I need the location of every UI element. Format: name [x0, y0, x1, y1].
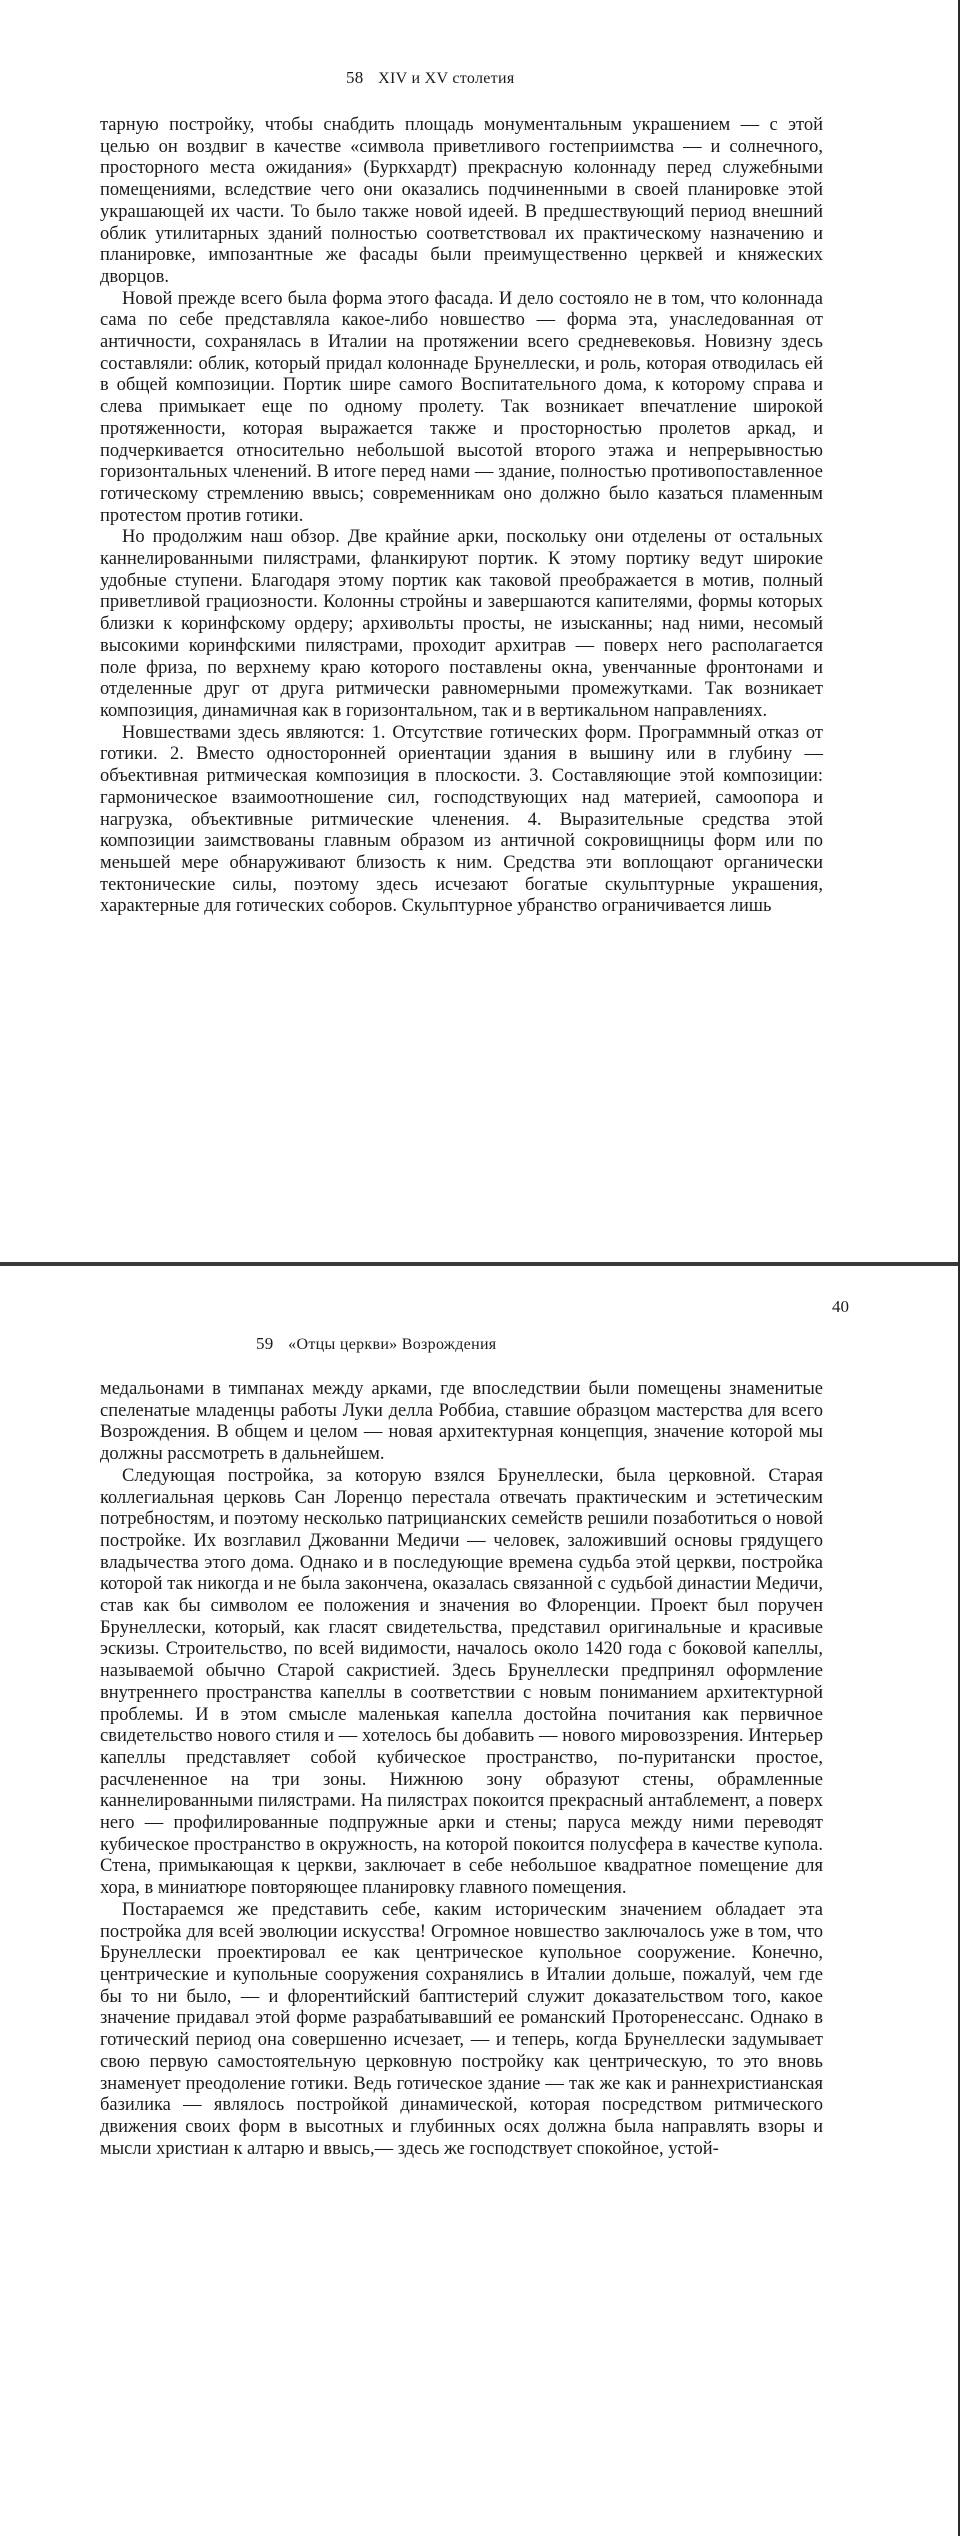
running-head: [256, 1334, 496, 1354]
paragraph: Новой прежде всего была форма этого фасада. И дело состояло не в том, что колоннада сама по себе представляла какое-либо новшество — форма эта, унаследованная от античности, сохранялась в Италии на протяжении всего средневековья. Новизну здесь составляли: облик, который придал колоннаде Брунеллески, и роль, которая отводилась ей в общей композиции. Портик шире самого Воспитательного дома, к которому справа и слева примыкает еще по одному пролету. Так возникает впечатление широкой протяженности, которая выражается также и просторностью пролетов аркад, и подчеркивается относительно небольшой высотой второго этажа и непрерывностью горизонтальных членений. В итоге перед нами — здание, полностью противопоставленное готическому стремлению ввысь; современникам оно должно было казаться пламенным протестом против готики.: [100, 288, 823, 526]
marginal-number: 40: [832, 1297, 849, 1316]
paragraph: тарную постройку, чтобы снабдить площадь монументальным украшением — с этой целью он воздвиг в качестве «символа приветливого гостеприимства — и солнечного, просторного места ожидания» (Буркхардт) прекрасную колоннаду перед служебными помещениями, вследствие чего они оказались подчиненными в своей планировке этой украшающей их части. То было также новой идеей. В предшествующий период внешний облик утилитарных зданий полностью соответствовал их практическому назначению и планировке, импозантные же фасады были преимущественно церквей и княжеских дворцов.: [100, 115, 823, 287]
body-text: [100, 1379, 823, 2160]
running-title: «Отцы церкви» Возрождения: [288, 1336, 497, 1353]
running-head: [346, 68, 514, 88]
paragraph: Постараемся же представить себе, каким историческим значением обладает эта постройка для всей эволюции искусства! Огромное новшество заключалось уже в том, что Брунеллески проектировал ее как центрическое купольное сооружение. Конечно, центрические и купольные сооружения сохранялись в Италии дольше, пожалуй, чем где бы то ни было, — и флорентийский баптистерий служит доказательством того, какое значение придавал этой форме разрабатывавший ее романский Проторенессанс. Однако в готический период она совершенно исчезает, — и теперь, когда Брунеллески задумывает свою первую самостоятельную церковную постройку как центрическую, то это вновь знаменует преодоление готики. Ведь готическое здание — так же как и раннехристианская базилика — являлось постройкой динамической, которая посредством ритмического движения своих форм в высотных и глубинных осях должна была направлять взоры и мысли христиан к алтарю и ввысь,— здесь же господствует спокойное, устой-: [100, 1899, 823, 2159]
running-title: XIV и XV столетия: [378, 70, 515, 87]
page-59: [0, 1266, 960, 2536]
page-58: [0, 0, 960, 1262]
page-number: 58: [346, 68, 364, 87]
paragraph: Но продолжим наш обзор. Две крайние арки, поскольку они отделены от остальных каннелированными пилястрами, фланкируют портик. К этому портику ведут широкие удобные ступени. Благодаря этому портик как таковой преображается в мотив, полный приветливой грациозности. Колонны стройны и завершаются капителями, формы которых близки к коринфскому ордеру; архивольты просты, не изысканны; над ними, несомый высокими коринфскими пилястрами, проходит архитрав — поверх него располагается поле фриза, по верхнему краю которого поставлены окна, увенчанные фронтонами и отделенные друг от друга ритмически равномерными промежутками. Так возникает композиция, динамичная как в горизонтальном, так и в вертикальном направлениях.: [100, 527, 823, 721]
page-number: 59: [256, 1334, 274, 1353]
paragraph: медальонами в тимпанах между арками, где впоследствии были помещены знаменитые спеленатые младенцы работы Луки делла Роббиа, ставшие образцом мастерства для всего Возрождения. В общем и целом — новая архитектурная концепция, значение которой мы должны рассмотреть в дальнейшем.: [100, 1379, 823, 1465]
body-text: [100, 115, 823, 918]
paragraph: Следующая постройка, за которую взялся Брунеллески, была церковной. Старая коллегиальная церковь Сан Лоренцо перестала отвечать практическим и эстетическим потребностям, и поэтому несколько патрицианских семейств решили позаботиться о новой постройке. Их возглавил Джованни Медичи — человек, заложивший основы грядущего владычества этого дома. Однако и в последующие времена судьба этой церкви, постройка которой так никогда и не была закончена, оказалась связанной с судьбой династии Медичи, став как бы символом ее положения и значения во Флоренции. Проект был поручен Брунеллески, который, как гласят свидетельства, представил оригинальные и красивые эскизы. Строительство, по всей видимости, началось около 1420 года с боковой капеллы, называемой обычно Старой сакристией. Здесь Брунеллески предпринял оформление внутреннего пространства капеллы в соответствии с новым пониманием архитектурной проблемы. И в этом смысле маленькая капелла достойна почитания как первичное свидетельство нового стиля и — хотелось бы добавить — нового мировоззрения. Интерьер капеллы представляет собой кубическое пространство, по-пуритански простое, расчлененное на три зоны. Нижнюю зону образуют стены, обрамленные каннелированными пилястрами. На пилястрах покоится прекрасный антаблемент, а поверх него — профилированные подпружные арки и стены; паруса между ними переводят кубическое пространство в окружность, на которой покоится полусфера в качестве купола. Стена, примыкающая к церкви, заключает в себе небольшое квадратное помещение для хора, в миниатюре повторяющее планировку главного помещения.: [100, 1465, 823, 1899]
paragraph: Новшествами здесь являются: 1. Отсутствие готических форм. Программный отказ от готики. 2. Вместо односторонней ориентации здания в вышину или в глубину — объективная ритмическая композиция в плоскости. 3. Составляющие этой композиции: гармоническое взаимоотношение сил, господствующих над материей, самоопора и нагрузка, объективные ритмические членения. 4. Выразительные средства этой композиции заимствованы главным образом из античной сокровищницы форм или по меньшей мере обнаруживают близость к ним. Средства эти воплощают органически тектонические силы, поэтому здесь исчезают богатые скульптурные украшения, характерные для готических соборов. Скульптурное убранство ограничивается лишь: [100, 722, 823, 917]
